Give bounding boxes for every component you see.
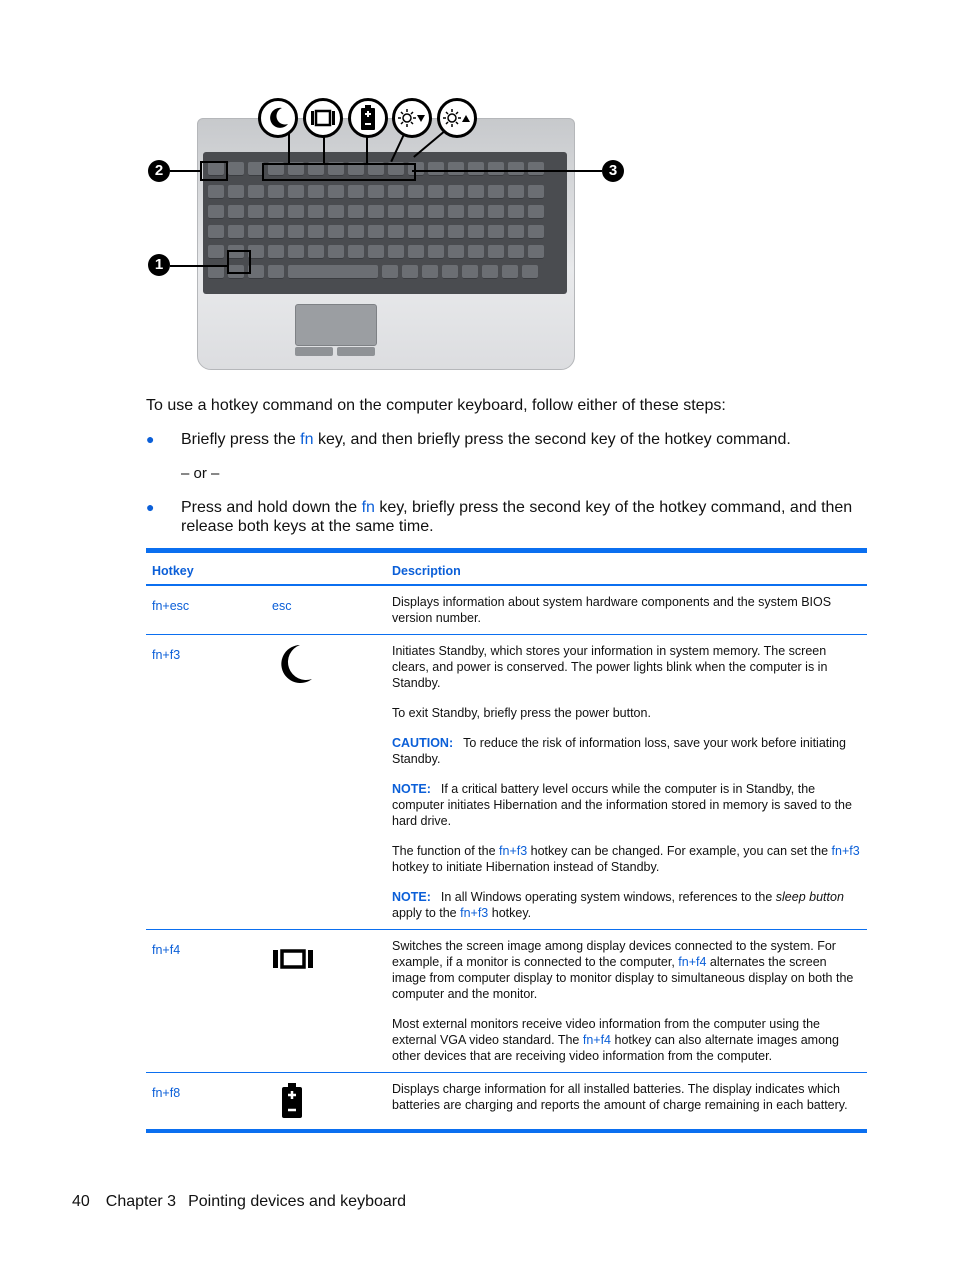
battery-icon xyxy=(348,98,388,138)
hotkey-cell: fn+f4 xyxy=(152,943,181,957)
callout-number: 1 xyxy=(148,254,170,276)
description-text: To exit Standby, briefly press the power button. xyxy=(392,706,651,720)
description-text: Most external monitors receive video information from the computer using the external VGA video standard. The fn+f4 hotkey can also alternate images among other devices that are receiving video information from the computer. xyxy=(392,1017,839,1063)
hotkey-cell: fn+f3 xyxy=(152,648,181,662)
bullet-icon: ● xyxy=(146,499,155,515)
description-cell xyxy=(392,1073,862,1121)
header-hotkey: Hotkey xyxy=(152,564,194,578)
brightness-up-icon xyxy=(437,98,477,138)
esc-key-highlight xyxy=(200,161,228,181)
key-row xyxy=(208,245,544,259)
description-cell xyxy=(392,635,862,929)
key-row xyxy=(208,205,544,219)
moon-icon xyxy=(276,643,314,689)
bullet-text: Press and hold down the fn key, briefly press the second key of the hotkey command, and then release both keys at the same time. xyxy=(181,499,853,535)
hotkey-cell: fn+f8 xyxy=(152,1086,181,1100)
header-description: Description xyxy=(392,564,461,578)
description-text: Initiates Standby, which stores your information in system memory. The screen clears, and power is conserved. The power lights blink when the computer is in Standby. xyxy=(392,644,828,690)
chapter-label: Chapter 3 xyxy=(105,1193,177,1210)
page-number: 40 xyxy=(72,1193,90,1210)
hotkey-table xyxy=(146,548,867,1133)
key-row xyxy=(208,185,544,199)
note: NOTE: In all Windows operating system windows, references to the sleep button apply to the fn+f3 hotkey. xyxy=(392,890,844,920)
description-cell xyxy=(392,930,862,1072)
table-row xyxy=(146,586,867,635)
callout-line xyxy=(412,170,602,172)
chapter-title: Pointing devices and keyboard xyxy=(188,1193,406,1210)
description-text: Displays charge information for all installed batteries. The display indicates which batteries are charging and reports the amount of charge remaining in each battery. xyxy=(392,1082,848,1112)
callout-line xyxy=(170,265,227,267)
table-header xyxy=(146,553,867,586)
moon-icon xyxy=(258,98,298,138)
table-row xyxy=(146,930,867,1073)
bullet-text: Briefly press the fn key, and then briefly press the second key of the hotkey command. xyxy=(181,431,791,448)
description-text: Displays information about system hardware components and the system BIOS version number. xyxy=(392,595,832,625)
table-row xyxy=(146,1073,867,1129)
key-row xyxy=(208,225,544,239)
callout-number: 3 xyxy=(602,160,624,182)
caution-note: CAUTION: To reduce the risk of information loss, save your work before initiating Standby. xyxy=(392,736,846,766)
fn-key-highlight xyxy=(227,250,251,274)
key-row xyxy=(208,265,538,279)
description-text: Switches the screen image among display devices connected to the system. For example, if a monitor is connected to the computer, fn+f4 alternates the screen image from computer display to monitor display to simultaneous display on both the computer and the monitor. xyxy=(392,939,854,1001)
display-switch-icon xyxy=(273,948,313,974)
bullet-icon: ● xyxy=(146,431,155,447)
brightness-down-icon xyxy=(392,98,432,138)
hotkey-cell: fn+esc xyxy=(152,599,190,613)
display-switch-icon xyxy=(303,98,343,138)
note: NOTE: If a critical battery level occurs while the computer is in Standby, the computer initiates Hibernation and the information stored in memory is saved to the hard drive. xyxy=(392,782,852,828)
or-separator: – or – xyxy=(181,465,220,482)
callout-line xyxy=(288,132,290,163)
key-cell: esc xyxy=(272,599,292,613)
callout-line xyxy=(170,170,200,172)
description-cell xyxy=(392,586,862,634)
keyboard-illustration xyxy=(140,90,640,375)
touchpad-right-button xyxy=(337,347,375,356)
page-footer xyxy=(72,1193,406,1211)
function-keys-highlight xyxy=(262,163,416,181)
touchpad-left-button xyxy=(295,347,333,356)
callout-number: 2 xyxy=(148,160,170,182)
table-row xyxy=(146,635,867,930)
intro-text: To use a hotkey command on the computer keyboard, follow either of these steps: xyxy=(146,397,726,414)
description-text: The function of the fn+f3 hotkey can be changed. For example, you can set the fn+f3 hotkey to initiate Hibernation instead of Standby. xyxy=(392,844,860,874)
touchpad xyxy=(295,304,377,346)
battery-icon xyxy=(280,1083,304,1123)
